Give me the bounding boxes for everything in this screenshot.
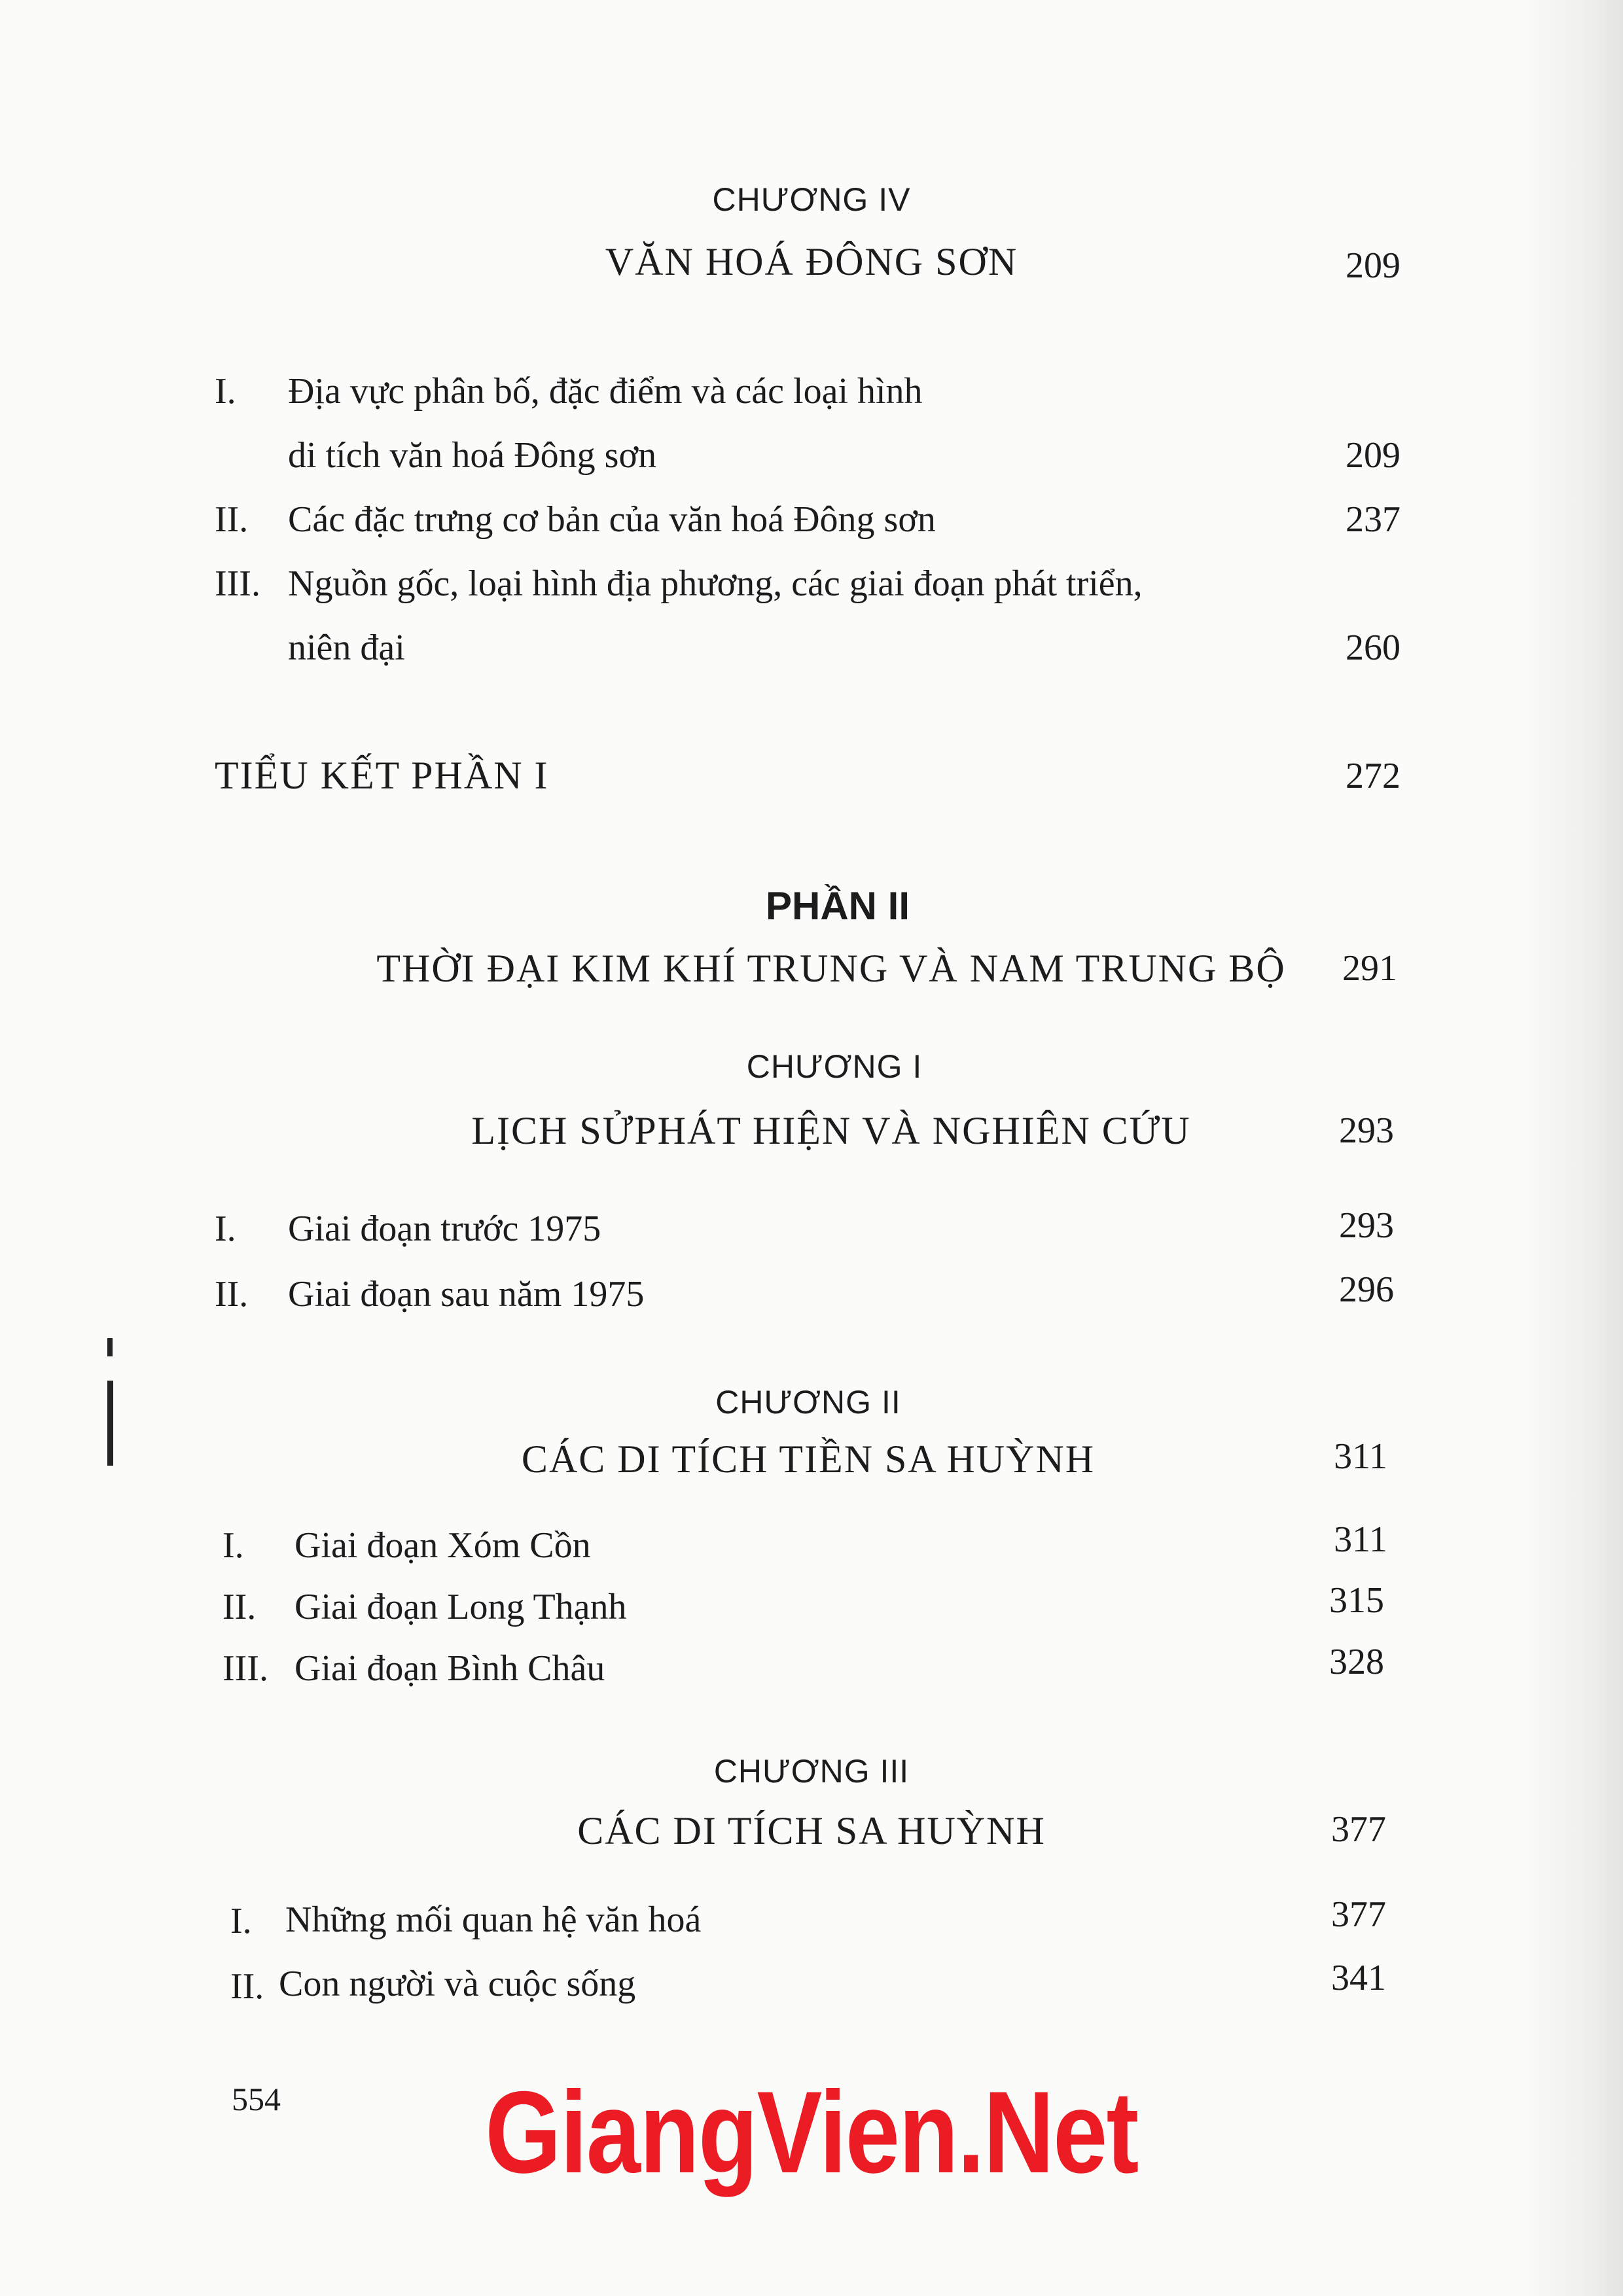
page-ref: 209 (1346, 435, 1400, 476)
page-ref: 328 (1329, 1642, 1384, 1682)
item-text: Giai đoạn sau năm 1975 (288, 1274, 645, 1315)
page-ref: 341 (1331, 1958, 1386, 1998)
chapter-title: CÁC DI TÍCH TIỀN SA HUỲNH (521, 1438, 1096, 1481)
scan-mark (107, 1338, 113, 1356)
item-numeral: I. (230, 1901, 252, 1941)
item-numeral: III. (223, 1648, 268, 1689)
page-ref: 291 (1342, 948, 1397, 989)
watermark-text: GiangVien.Net (485, 2067, 1138, 2197)
page-ref: 237 (1346, 499, 1400, 540)
item-text: Nguồn gốc, loại hình địa phương, các giai đoạn phát triển, (288, 563, 1143, 604)
item-text-cont: niên đại (288, 627, 405, 668)
page-ref: 311 (1334, 1519, 1387, 1560)
item-numeral: I. (223, 1525, 244, 1566)
chapter-title: VĂN HOÁ ĐÔNG SƠN (605, 240, 1018, 283)
item-text: Giai đoạn trước 1975 (288, 1209, 601, 1249)
chapter-label: CHƯƠNG IV (712, 181, 911, 218)
page-ref: 260 (1346, 627, 1400, 668)
part-title: THỜI ĐẠI KIM KHÍ TRUNG VÀ NAM TRUNG BỘ (376, 947, 1286, 990)
item-text: Giai đoạn Bình Châu (294, 1648, 605, 1689)
chapter-title: CÁC DI TÍCH SA HUỲNH (577, 1809, 1046, 1852)
item-text: Những mối quan hệ văn hoá (285, 1899, 702, 1940)
page-ref: 311 (1334, 1436, 1387, 1477)
page-ref: 377 (1331, 1894, 1386, 1935)
page-ref: 272 (1346, 756, 1400, 796)
item-text: Giai đoạn Xóm Cồn (294, 1525, 591, 1566)
summary-title: TIỂU KẾT PHẦN I (215, 754, 549, 797)
item-text: Con người và cuộc sống (279, 1964, 636, 2004)
item-numeral: I. (215, 1209, 236, 1249)
item-text-cont: di tích văn hoá Đông sơn (288, 435, 657, 476)
item-numeral: II. (215, 499, 249, 540)
page-ref: 293 (1339, 1205, 1394, 1246)
page-ref: 377 (1331, 1809, 1386, 1850)
page-number: 554 (232, 2081, 281, 2117)
chapter-title: LỊCH SỬPHÁT HIỆN VÀ NGHIÊN CỨU (471, 1109, 1191, 1152)
page-ref: 315 (1329, 1580, 1384, 1621)
scan-mark (107, 1381, 113, 1466)
chapter-label: CHƯƠNG III (713, 1753, 910, 1790)
item-numeral: II. (215, 1274, 249, 1315)
chapter-label: CHƯƠNG I (746, 1048, 923, 1085)
part-label: PHẦN II (765, 884, 910, 928)
item-numeral: I. (215, 371, 236, 412)
item-text: Địa vực phân bố, đặc điểm và các loại hình (288, 371, 923, 412)
page-ref: 296 (1339, 1269, 1394, 1310)
item-text: Giai đoạn Long Thạnh (294, 1587, 627, 1627)
page-edge-shadow (1518, 0, 1623, 2296)
item-numeral: II. (223, 1587, 257, 1627)
chapter-label: CHƯƠNG II (715, 1384, 901, 1421)
page-ref: 209 (1346, 245, 1400, 286)
item-numeral: III. (215, 563, 260, 604)
item-numeral: II. (230, 1966, 264, 2007)
item-text: Các đặc trưng cơ bản của văn hoá Đông sơn (288, 499, 936, 540)
page-ref: 293 (1339, 1110, 1394, 1151)
